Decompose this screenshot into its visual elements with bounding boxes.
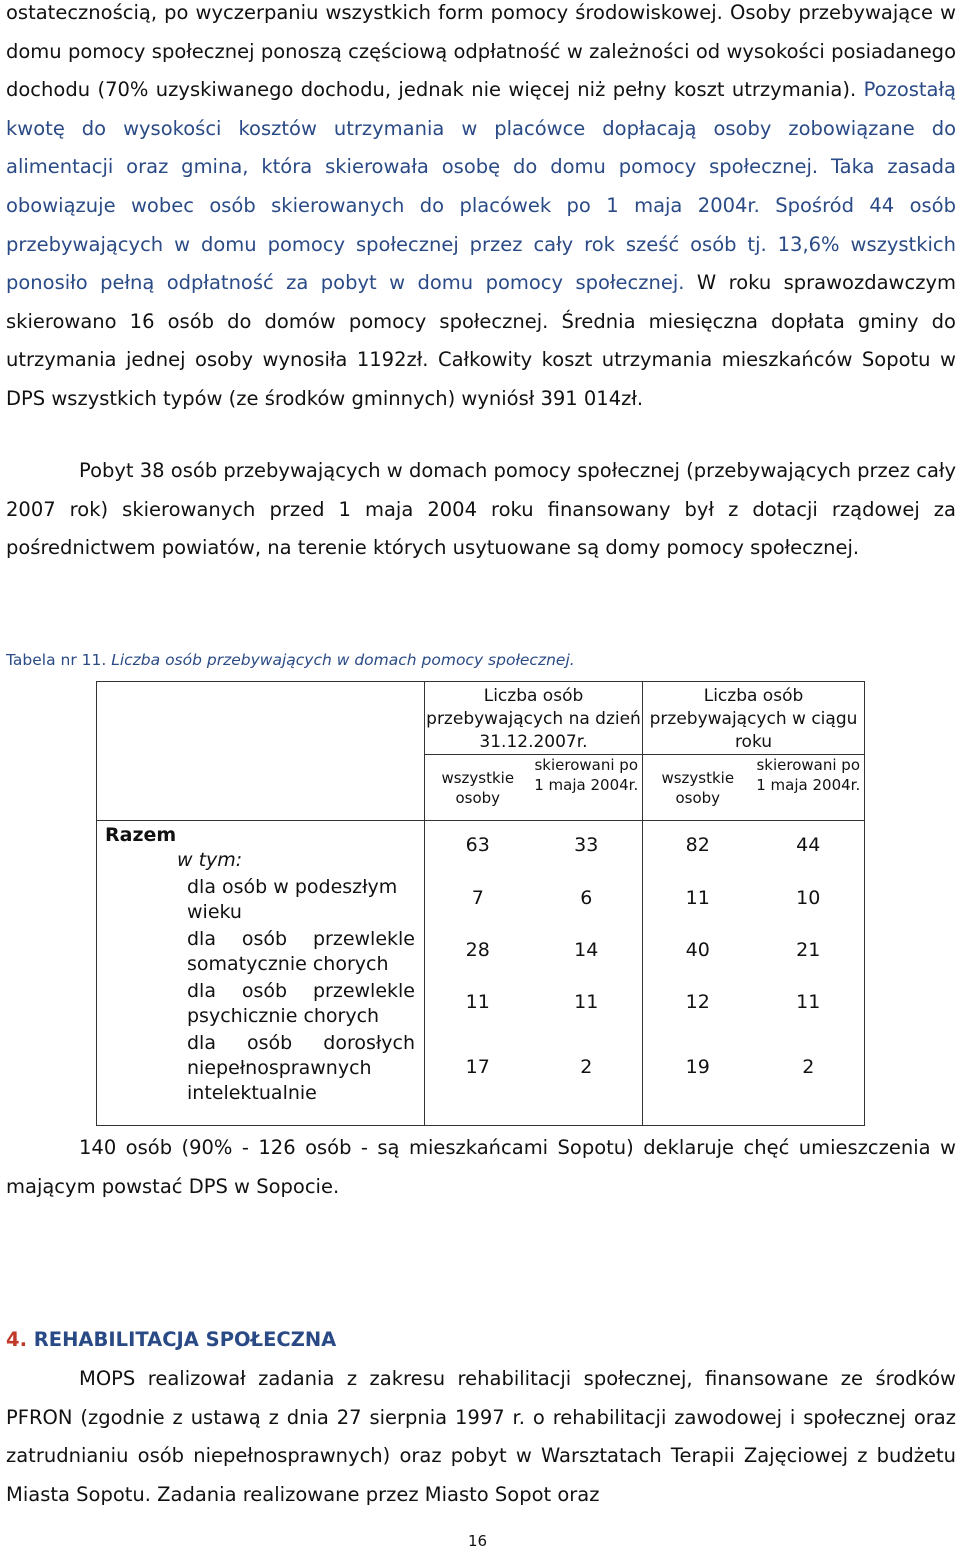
value-psychiatric-all-end: 11: [465, 991, 490, 1013]
dps-residents-table: [96, 681, 865, 1126]
section-heading-rehabilitation: [6, 1327, 336, 1353]
column-all-end-of-year: [425, 821, 531, 1126]
row-label-razem: Razem: [105, 824, 177, 846]
row-label-w-tym: w tym:: [177, 849, 243, 871]
paragraph-dps-payment-part3: W roku sprawozdawczym skierowano 16 osób do domów pomocy społecznej. Średnia miesięczna dopłata gminy do utrzymania jednej osoby wynosiła 1192zł. Całkowity koszt utrzymania mieszkańców Sopotu w DPS wszystkich typów (ze środków gminnych) wyniósł 391 014zł.: [6, 271, 956, 410]
paragraph-pobyt-38: Pobyt 38 osób przebywających w domach pomocy społecznej (przebywających przez cały 2007 rok) skierowanych przed 1 maja 2004 roku finansowany był z dotacji rządowej za pośrednictwem powiatów, na terenie których usytuowane są domy pomocy społecznej.: [6, 459, 956, 560]
value-psychiatric-all-year: 12: [685, 991, 710, 1013]
header-group-end-of-year: Liczba osób przebywających na dzień 31.12.2007r.: [425, 682, 643, 755]
paragraph-dps-payment: [6, 0, 956, 419]
header-referred-1: skierowani po 1 maja 2004r.: [531, 755, 643, 821]
header-referred-2: skierowani po 1 maja 2004r.: [753, 755, 865, 821]
header-all-persons-1: wszystkie osoby: [425, 755, 531, 821]
value-somatic-ref-year: 21: [796, 939, 821, 961]
column-all-during-year: [643, 821, 753, 1126]
value-psychiatric-ref-year: 11: [796, 991, 821, 1013]
value-somatic-ref-end: 14: [574, 939, 599, 961]
paragraph-dps-payment-part2: Pozostałą kwotę do wysokości kosztów utrzymania w placówce dopłacają osoby zobowiązane do alimentacji oraz gmina, która skierowała osobę do domu pomocy społecznej. Taka zasada obowiązuje wobec osób skierowanych do placówek po 1 maja 2004r. Spośród 44 osób przebywających w domu pomocy społecznej przez cały rok sześć osób tj. 13,6% wszystkich ponosiło pełną odpłatność za pobyt w domu pomocy społecznej.: [6, 78, 956, 295]
value-elderly-ref-end: 6: [580, 887, 593, 909]
value-psychiatric-ref-end: 11: [574, 991, 599, 1013]
paragraph-140-persons: 140 osób (90% - 126 osób - są mieszkańcami Sopotu) deklaruje chęć umieszczenia w mającym powstać DPS w Sopocie.: [6, 1136, 956, 1198]
row-label-intellectual-disability: dla osób dorosłych niepełnosprawnych intelektualnie: [187, 1032, 415, 1104]
value-razem-ref-end: 33: [574, 834, 599, 856]
value-elderly-all-year: 11: [685, 887, 710, 909]
value-intellectual-ref-year: 2: [802, 1056, 815, 1078]
row-label-chronic-somatic: dla osób przewlekle somatycznie chorych: [187, 928, 415, 975]
value-intellectual-all-year: 19: [685, 1056, 710, 1078]
value-intellectual-all-end: 17: [465, 1056, 490, 1078]
value-elderly-all-end: 7: [471, 887, 484, 909]
row-labels-column: [97, 821, 425, 1126]
page-number: 16: [468, 1532, 488, 1550]
header-group-during-year: Liczba osób przebywających w ciągu roku: [643, 682, 865, 755]
value-razem-all-year: 82: [685, 834, 710, 856]
value-razem-ref-year: 44: [796, 834, 821, 856]
column-referred-during-year: [753, 821, 865, 1126]
table-caption-number: Tabela nr 11.: [6, 651, 107, 669]
value-somatic-all-end: 28: [465, 939, 490, 961]
table-corner-cell: [97, 682, 425, 821]
row-label-chronic-psychiatric: dla osób przewlekle psychicznie chorych: [187, 980, 415, 1027]
value-elderly-ref-year: 10: [796, 887, 821, 909]
row-label-elderly: dla osób w podeszłym wieku: [187, 876, 398, 923]
column-referred-end-of-year: [531, 821, 643, 1126]
section-number: 4.: [6, 1328, 27, 1351]
table-caption: [6, 650, 575, 670]
table-caption-title: Liczba osób przebywających w domach pomocy społecznej.: [106, 651, 575, 669]
header-all-persons-2: wszystkie osoby: [643, 755, 753, 821]
section-title: REHABILITACJA SPOŁECZNA: [26, 1328, 337, 1351]
paragraph-dps-payment-part1: ostatecznością, po wyczerpaniu wszystkich form pomocy środowiskowej. Osoby przebywające w domu pomocy społecznej ponoszą częściową odpłatność w zależności od wysokości posiadanego dochodu (70% uzyskiwanego dochodu, jednak nie więcej niż pełny koszt utrzymania).: [6, 1, 956, 102]
value-razem-all-end: 63: [465, 834, 490, 856]
paragraph-mops-rehabilitation: MOPS realizował zadania z zakresu rehabilitacji społecznej, finansowane ze środków PFRON (zgodnie z ustawą z dnia 27 sierpnia 1997 r. o rehabilitacji zawodowej i społecznej oraz zatrudnianiu osób niepełnosprawnych) oraz pobyt w Warsztatach Terapii Zajęciowej z budżetu Miasta Sopotu. Zadania realizowane przez Miasto Sopot oraz: [6, 1367, 956, 1506]
value-somatic-all-year: 40: [685, 939, 710, 961]
value-intellectual-ref-end: 2: [580, 1056, 593, 1078]
